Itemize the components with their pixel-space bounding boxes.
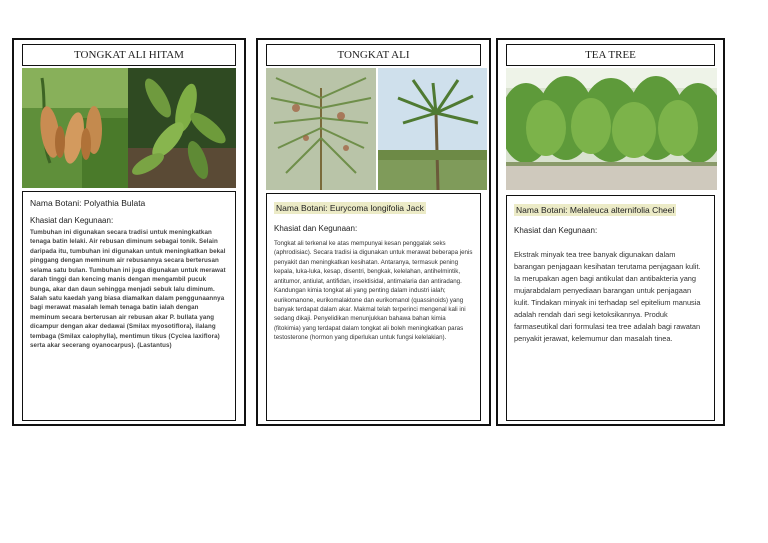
benefits-text: Ekstrak minyak tea tree banyak digunakan dalam barangan penjagaan kesihatan terutama penjagaan kulit. Ia merupakan agen bagi antikulat dan antibakteria yang mujarabdalam penyediaan barangan untuk penjagaan kulit. Tindakan minyak ini terhadap sel epitelium manusia adalah rendah dari segi ketoksikannya. Produk farmaseutikal dari formulasi tea tree adalah bagi rawatan penyakit jerawat, kelemumur dan masalah tinea. — [514, 250, 701, 343]
card-description — [22, 191, 236, 421]
botanical-name: Nama Botani: Melaleuca alternifolia Cheel — [516, 205, 675, 215]
card-title: TONGKAT ALI — [266, 44, 481, 66]
frond-photo — [266, 68, 376, 190]
card-title: TONGKAT ALI HITAM — [22, 44, 236, 66]
card-description — [266, 193, 481, 421]
tree-photo — [378, 68, 487, 190]
benefits-heading: Khasiat dan Kegunaan: — [30, 216, 114, 225]
card-tongkat-ali — [256, 38, 491, 426]
leaf-photo — [128, 68, 236, 188]
card-tea-tree — [496, 38, 725, 426]
benefits-text: Tongkat ali terkenal ke atas mempunyai kesan penggalak seks (aphrodisiac). Secara tradisi ia digunakan untuk merawat beberapa jenis penyakit dan meningkatkan kesihatan. Antaranya, termasuk pening kepala, luka-luka, kesap, disentri, bengkak, kelelahan, antihelmintik, antitumor, antiulat, antifidan, insektisidal, antimalaria dan antiradang. Kandungan kimia tongkat ali yang penting dalam industri ialah; eurikomanone, eurikomalaktone dan eurikomanol (quassinoids) yang banyak terdapat dalam akar. Makmal telah terperinci mengenal kali ini sedang dikaji. Penyelidikan menunjukkan bahawa bahan kimia (fitokimia) yang terdapat dalam tongkat ali boleh meningkatkan paras testosterone (hormon yang diperlukan untuk fungsi kelelakian). — [274, 240, 473, 342]
botanical-name: Nama Botani: Eurycoma longifolia Jack — [276, 203, 424, 213]
benefits-heading: Khasiat dan Kegunaan: — [514, 226, 598, 235]
benefits-heading: Khasiat dan Kegunaan: — [274, 224, 358, 233]
flower-photo — [22, 68, 128, 188]
card-tongkat-ali-hitam — [12, 38, 246, 426]
tea-tree-photo — [506, 68, 717, 190]
botanical-name: Nama Botani: Polyathia Bulata — [30, 198, 146, 208]
benefits-text: Tumbuhan ini digunakan secara tradisi untuk meningkatkan tenaga batin lelaki. Air rebusan diminum sebagai tonik. Selain daripada itu, tumbuhan ini digunakan untuk meningkatkan bekal pinggang dengan meminum air rebusannya secara berterusan selama satu bulan. Tumbuhan ini juga digunakan untuk merawat darah tinggi dan kencing manis dengan mengambil pucuk bunga, akar dan daun sehingga menjadi sebuk lalu diminum. Salah satu kaedah yang biasa diamalkan dalam penggunaannya bagi merawat masalah lemah tenaga batin ialah dengan meminum secara berterusan air rebusan akar P. bullata yang dicampur dengan akar dedawai (Smilax myosotiflora), ilalang tembaga (Smilax calophylla), mentimun tikus (Cyclea laxiflora) serta akar secerang oyanocarpus). (Lastantus) — [30, 229, 226, 350]
card-title: TEA TREE — [506, 44, 715, 66]
card-description — [506, 195, 715, 421]
